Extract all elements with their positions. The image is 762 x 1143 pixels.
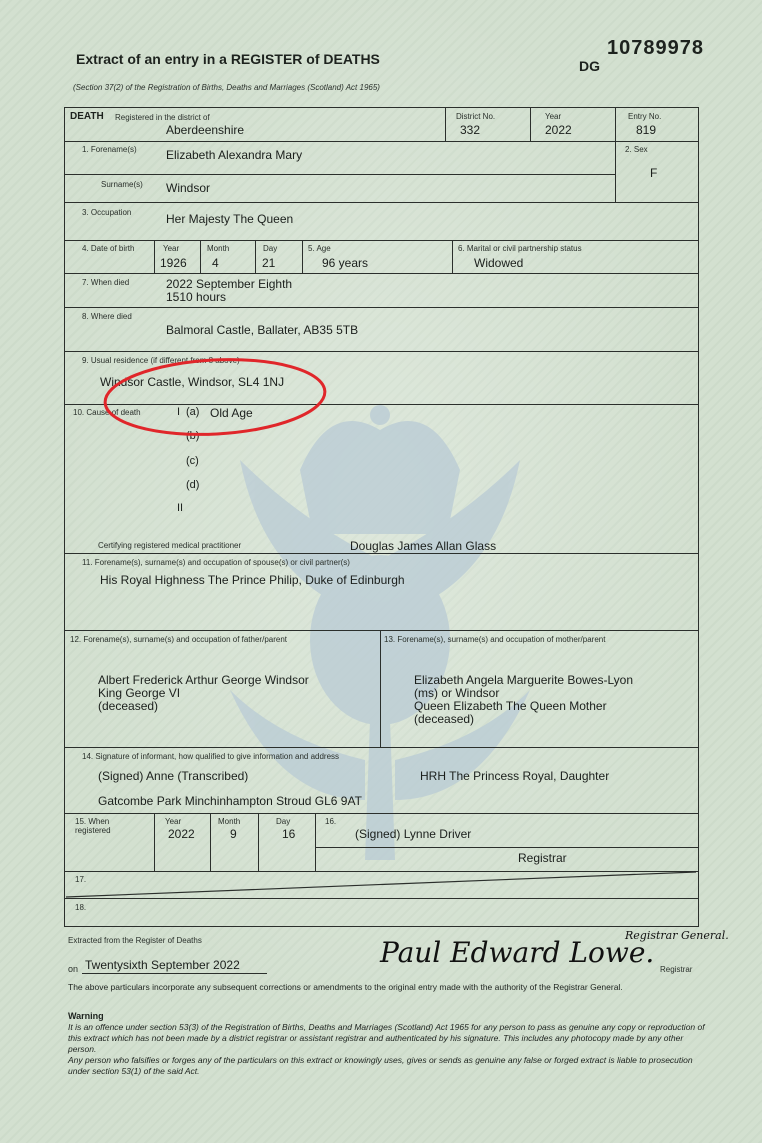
serial-number: 10789978 — [607, 37, 704, 59]
warning-text-1: It is an offence under section 53(3) of the Registration of Births, Deaths and Marriages (Scotland) Act 1965 for any person to pass as genuine any copy or reproduction of this extract which has not been made by a district registrar or assistant registrar and authenticated by his signature. This includes any photocopy made by any other person. — [68, 1022, 705, 1054]
label-sex: 2. Sex — [625, 145, 648, 154]
mother-name: Elizabeth Angela Marguerite Bowes-Lyon — [414, 673, 634, 687]
label-18: 18. — [75, 903, 87, 912]
birth-year: 1926 — [160, 256, 187, 270]
label-death: DEATH — [70, 111, 104, 122]
label-informant: 14. Signature of informant, how qualified to give information and address — [82, 752, 340, 761]
informant-address: Gatcombe Park Minchinhampton Stroud GL6 9AT — [98, 794, 362, 808]
label-year: Year — [545, 112, 562, 121]
cause-d-label: (d) — [186, 479, 200, 491]
label-spouse: 11. Forename(s), surname(s) and occupation of spouse(s) or civil partner(s) — [82, 558, 350, 567]
surname: Windsor — [166, 181, 211, 195]
cause-c-label: (c) — [186, 455, 199, 467]
where-died: Balmoral Castle, Ballater, AB35 5TB — [166, 323, 359, 337]
registration-year: 2022 — [545, 123, 572, 137]
series-code: DG — [579, 58, 600, 74]
reg-month: 9 — [230, 827, 237, 841]
district-no: 332 — [460, 123, 481, 137]
label-occupation: 3. Occupation — [82, 208, 132, 217]
label-district-no: District No. — [456, 112, 496, 121]
label-practitioner: Certifying registered medical practitioner — [98, 541, 242, 550]
warning-title: Warning — [68, 1011, 104, 1021]
father-status: (deceased) — [98, 699, 159, 713]
label-when-registered: 15. When registered — [75, 817, 111, 835]
entry-no: 819 — [636, 123, 657, 137]
label-date-of-birth: 4. Date of birth — [82, 244, 135, 253]
particulars-note: The above particulars incorporate any subsequent corrections or amendments to the original entry made with the authority of the Registrar General. — [68, 982, 623, 992]
label-17: 17. — [75, 875, 87, 884]
label-reg-month: Month — [218, 817, 241, 826]
birth-month: 4 — [212, 256, 219, 270]
father-occupation: King George VI — [98, 686, 181, 700]
label-reg-day: Day — [276, 817, 291, 826]
label-surname: Surname(s) — [101, 180, 143, 189]
forename: Elizabeth Alexandra Mary — [166, 148, 303, 162]
registrar-general-signature: Paul Edward Lowe. — [380, 936, 655, 969]
label-usual-residence: 9. Usual residence (if different from 8 above) — [82, 356, 240, 365]
marital-status: Widowed — [474, 256, 524, 270]
extract-date: Twentysixth September 2022 — [85, 958, 240, 972]
label-cause-of-death: 10. Cause of death — [73, 408, 141, 417]
on-label: on — [68, 964, 79, 974]
label-birth-day: Day — [263, 244, 278, 253]
mother-status: (deceased) — [414, 712, 475, 726]
label-entry-no: Entry No. — [628, 112, 662, 121]
age: 96 years — [322, 256, 369, 270]
when-died-date: 2022 September Eighth — [166, 277, 293, 291]
informant-signed: (Signed) Anne (Transcribed) — [98, 769, 249, 783]
mother-occupation: Queen Elizabeth The Queen Mother — [414, 699, 607, 713]
document-title: Extract of an entry in a REGISTER of DEATHS — [76, 51, 380, 67]
label-birth-year: Year — [163, 244, 180, 253]
birth-day: 21 — [262, 256, 276, 270]
reg-day: 16 — [282, 827, 296, 841]
usual-residence: Windsor Castle, Windsor, SL4 1NJ — [100, 375, 285, 389]
label-forename: 1. Forename(s) — [82, 145, 137, 154]
label-reg-year: Year — [165, 817, 182, 826]
mother-married-name: (ms) or Windsor — [414, 686, 500, 700]
sex: F — [650, 166, 658, 180]
label-age: 5. Age — [308, 244, 331, 253]
label-birth-month: Month — [207, 244, 230, 253]
cause-a-label: (a) — [186, 406, 200, 418]
spouse: His Royal Highness The Prince Philip, Duke of Edinburgh — [100, 573, 405, 587]
when-died-time: 1510 hours — [166, 290, 227, 304]
label-mother: 13. Forename(s), surname(s) and occupation of mother/parent — [384, 635, 606, 644]
cause-part-2: II — [177, 502, 184, 514]
label-when-died: 7. When died — [82, 278, 130, 287]
occupation: Her Majesty The Queen — [166, 212, 294, 226]
role-label: Registrar — [660, 965, 693, 974]
label-district: Registered in the district of — [115, 113, 210, 122]
informant-qualification: HRH The Princess Royal, Daughter — [420, 769, 610, 783]
label-where-died: 8. Where died — [82, 312, 132, 321]
cause-a-value: Old Age — [210, 406, 253, 420]
document-subtitle: (Section 37(2) of the Registration of Births, Deaths and Marriages (Scotland) Act 1965) — [73, 83, 380, 92]
signature-role: Registrar General. — [625, 929, 729, 942]
father-name: Albert Frederick Arthur George Windsor — [98, 673, 309, 687]
registrar-signed: (Signed) Lynne Driver — [355, 827, 472, 841]
district: Aberdeenshire — [166, 123, 245, 137]
date-rule — [82, 973, 267, 974]
practitioner: Douglas James Allan Glass — [350, 539, 497, 553]
cause-b-label: (b) — [186, 430, 200, 442]
reg-year: 2022 — [168, 827, 195, 841]
label-16: 16. — [325, 817, 337, 826]
registrar-title: Registrar — [518, 851, 567, 865]
extracted-from: Extracted from the Register of Deaths — [68, 936, 202, 945]
warning-text-2: Any person who falsifies or forges any of the particulars on this extract or knowingly uses, gives or sends as genuine any false or forged extract is liable to prosecution under section 53(1) of the said Act. — [68, 1055, 693, 1076]
label-father: 12. Forename(s), surname(s) and occupation of father/parent — [70, 635, 287, 644]
label-marital-status: 6. Marital or civil partnership status — [458, 244, 582, 253]
cause-part-1: I — [177, 406, 181, 418]
